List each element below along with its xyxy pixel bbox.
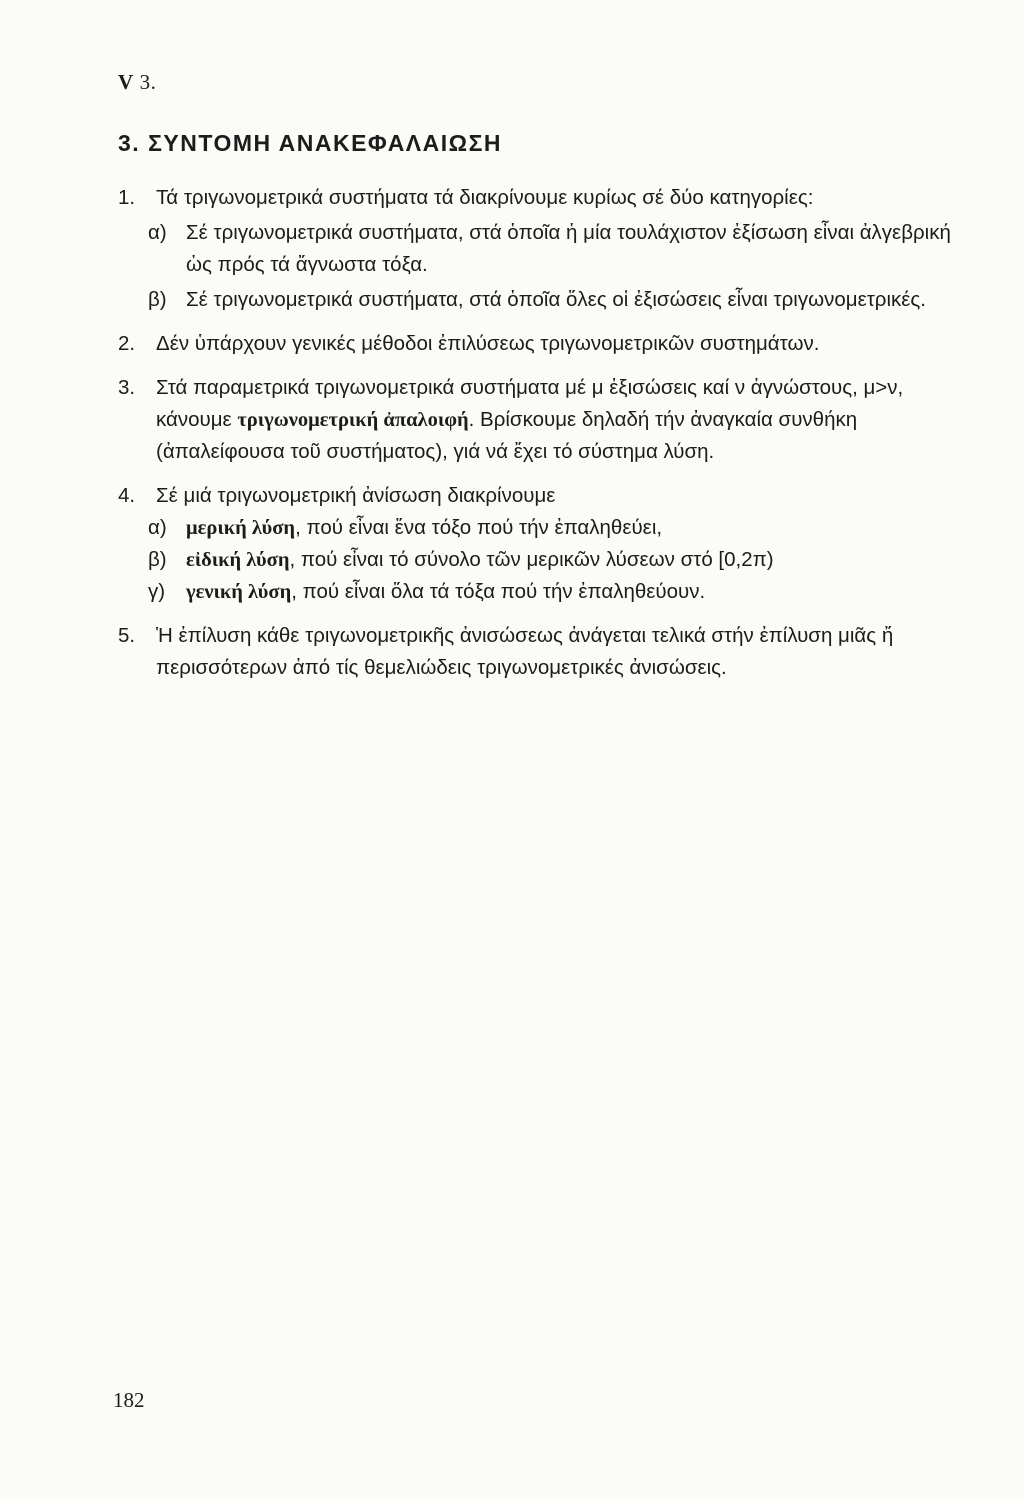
section-heading: 3. ΣΥΝΤΟΜΗ ΑΝΑΚΕΦΑΛΑΙΩΣΗ [118, 130, 502, 156]
subitem-text [186, 512, 958, 544]
item-number: 3. [118, 376, 136, 399]
item-text: Δέν ὑπάρχουν γενικές μέθοδοι ἐπιλύσεως τριγωνομετρικῶν συστημάτων. [156, 332, 820, 355]
section-number: 3. [139, 70, 157, 94]
subitem-text [186, 544, 958, 576]
subitem-4c [118, 576, 958, 608]
item-number: 5. [118, 624, 136, 647]
summary-item-4 [118, 480, 958, 512]
running-head [118, 70, 156, 95]
term-special-solution: εἰδική λύση [186, 549, 290, 571]
summary-item-3 [118, 372, 958, 468]
summary-content [118, 182, 958, 684]
item-text: Τά τριγωνομετρικά συστήματα τά διακρίνουμε κυρίως σέ δύο κατηγορίες: [156, 186, 814, 209]
item-text: Σέ μιά τριγωνομετρική ἀνίσωση διακρίνουμε [156, 484, 556, 507]
subitem-1b [118, 284, 958, 316]
section-mark: V [118, 70, 134, 94]
subitem-label: β) [148, 548, 167, 571]
subitem-text: Σέ τριγωνομετρικά συστήματα, στά ὁποῖα ὅλες οἱ ἐξισώσεις εἶναι τριγωνομετρικές. [186, 288, 926, 311]
subitem-label: β) [148, 288, 167, 311]
subitem-text-rest: , πού εἶναι ὅλα τά τόξα πού τήν ἐπαληθεύουν. [291, 580, 706, 603]
subitem-label: α) [148, 516, 167, 539]
item-text-start: Στά παραμετρικά τριγωνομετρικά συστήματα μέ μ ἐξισώσεις καί ν ἀγνώστους, μ>ν, κάνουμε [156, 376, 904, 431]
term-trig-elimination: τριγωνομετρική ἀπαλοιφή [237, 409, 469, 431]
subitem-label: α) [148, 221, 167, 244]
subitem-text-rest: , πού εἶναι ἕνα τόξο πού τήν ἐπαληθεύει, [295, 516, 663, 539]
summary-item-1 [118, 182, 958, 214]
item-number: 2. [118, 332, 136, 355]
subitem-text-rest: , πού εἶναι τό σύνολο τῶν μερικῶν λύσεων στό [0,2π) [289, 548, 774, 571]
term-general-solution: γενική λύση [186, 581, 292, 603]
summary-item-2 [118, 328, 958, 360]
subitem-4b [118, 544, 958, 576]
item-number: 1. [118, 186, 136, 209]
term-partial-solution: μερική λύση [186, 517, 296, 539]
subitem-4a [118, 512, 958, 544]
subitem-text [186, 576, 958, 608]
item-text [156, 372, 958, 468]
subitem-text: Σέ τριγωνομετρικά συστήματα, στά ὁποῖα ἡ μία τουλάχιστον ἐξίσωση εἶναι ἀλγεβρική ὡς πρός τά ἄγνωστα τόξα. [186, 221, 951, 276]
subitem-label: γ) [148, 580, 166, 603]
subitem-1a [118, 217, 958, 281]
page-number: 182 [113, 1388, 145, 1412]
item-text-end: . Βρίσκουμε δηλαδή τήν ἀναγκαία συνθήκη (ἀπαλείφουσα τοῦ συστήματος), γιά νά ἔχει τό σύστημα λύση. [156, 408, 858, 463]
item-number: 4. [118, 484, 136, 507]
summary-item-5 [118, 620, 958, 684]
item-text: Ἡ ἐπίλυση κάθε τριγωνομετρικῆς ἀνισώσεως ἀνάγεται τελικά στήν ἐπίλυση μιᾶς ἤ περισσότερων ἀπό τίς θεμελιώδεις τριγωνομετρικές ἀνισώσεις. [156, 624, 894, 679]
